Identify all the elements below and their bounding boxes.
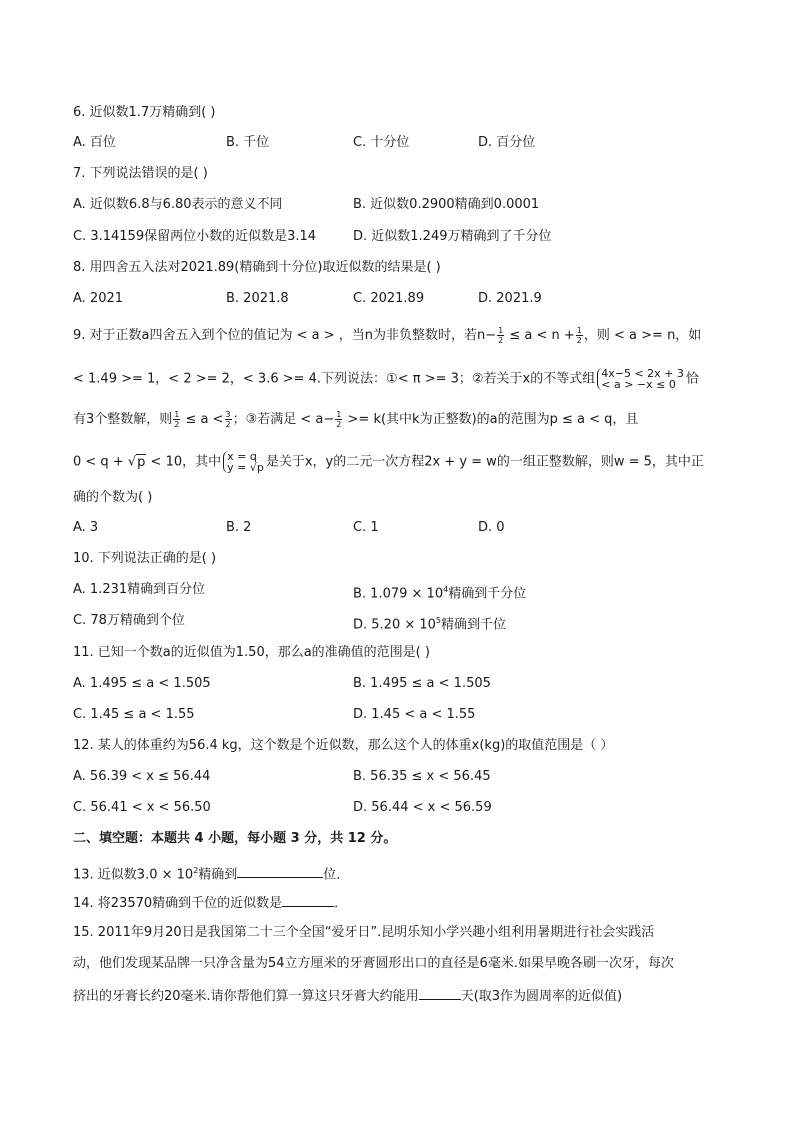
sqrt-symbol: √ <box>127 454 137 470</box>
answer-blank[interactable] <box>419 986 461 1000</box>
q7-stem: 7. 下列说法错误的是( ) <box>73 166 208 181</box>
q12-option-b: B. 56.35 ≤ x < 56.45 <box>353 769 491 784</box>
q9-text: ≤ a < <box>181 412 224 427</box>
q11-option-b: B. 1.495 ≤ a < 1.505 <box>353 676 491 691</box>
q7-option-a: A. 近似数6.8与6.80表示的意义不同 <box>73 197 283 212</box>
q7-option-d: D. 近似数1.249万精确到了千分位 <box>353 229 552 244</box>
q11-option-c: C. 1.45 ≤ a < 1.55 <box>73 707 195 722</box>
q9-option-c: C. 1 <box>353 520 379 535</box>
q8-option-d: D. 2021.9 <box>478 291 542 306</box>
q9-line-5: 确的个数为( ) <box>73 490 153 505</box>
q9-text: < 1.49 >= 1，< 2 >= 2，< 3.6 >= 4.下列说法：①< π >= 3；②若关于x的不等式组 <box>73 371 596 387</box>
q10-option-d: D. $5.20 \times 10^5$精确到千位 <box>353 616 507 633</box>
q11-option-d: D. 1.45 < a < 1.55 <box>353 707 476 722</box>
q14-stem: 14. 将23570精确到千位的近似数是 ． <box>73 893 347 913</box>
q9-line-4 <box>73 451 704 473</box>
q9-text: >= k(其中k为正整数)的a的范围为p ≤ a < q，且 <box>343 412 639 427</box>
equation-system: x = q y = √p <box>223 451 264 473</box>
q11-option-a: A. 1.495 ≤ a < 1.505 <box>73 676 211 691</box>
q12-stem: 12. 某人的体重约为56.4 kg，这个数是个近似数，那么这个人的体重x(kg)的取值范围是（ ） <box>73 738 614 753</box>
inequality-system: 4x−5 < 2x + 3 < a > −x ≤ 0 <box>597 368 684 390</box>
answer-blank[interactable] <box>282 893 334 907</box>
q10-option-c: C. 78万精确到个位 <box>73 613 185 628</box>
q9-text: 9. 对于正数a四舍五入到个位的值记为 < a > ，当n为非负整数时，若n− <box>73 328 497 343</box>
q6-option-b: B. 千位 <box>226 135 270 150</box>
q15-line-3: 挤出的牙膏长约20毫米.请你帮他们算一算这只牙膏大约能用 天(取3作为圆周率的近似值) <box>73 986 622 1006</box>
q9-text: 是关于x，y的二元一次方程2x + y = w的一组正整数解，则w = 5，其中正 <box>265 454 704 470</box>
q8-option-a: A. 2021 <box>73 291 124 306</box>
q15-line-1: 15. 2011年9月20日是我国第二十三个全国“爱牙日”.昆明乐知小学兴趣小组利用暑期进行社会实践活 <box>73 925 655 940</box>
q9-line-3 <box>73 410 638 429</box>
q9-text: < 10，其中 <box>146 454 222 470</box>
q6-stem: 6. 近似数1.7万精确到( ) <box>73 105 216 120</box>
q10-option-a: A. 1.231精确到百分位 <box>73 582 206 597</box>
q13-stem: 13. 近似数$3.0 \times 10^2$精确到 位． <box>73 866 350 883</box>
q6-option-c: C. 十分位 <box>353 135 410 150</box>
q9-text: ；③若满足 < a− <box>232 412 335 427</box>
q9-option-a: A. 3 <box>73 520 99 535</box>
answer-blank[interactable] <box>237 864 323 878</box>
q9-line-2 <box>73 368 699 390</box>
q7-option-b: B. 近似数0.2900精确到0.0001 <box>353 197 540 212</box>
q12-option-c: C. 56.41 < x < 56.50 <box>73 800 211 815</box>
q12-option-d: D. 56.44 < x < 56.59 <box>353 800 492 815</box>
q9-text: 恰 <box>685 371 699 387</box>
q9-option-d: D. 0 <box>478 520 505 535</box>
q11-stem: 11. 已知一个数a的近似值为1.50，那么a的准确值的范围是( ) <box>73 645 430 660</box>
q12-option-a: A. 56.39 < x ≤ 56.44 <box>73 769 211 784</box>
q8-option-b: B. 2021.8 <box>226 291 289 306</box>
q10-option-b: B. $1.079 \times 10^4$精确到千分位 <box>353 585 527 602</box>
q9-line-1 <box>73 326 701 345</box>
q9-text: 有3个整数解，则 <box>73 412 173 427</box>
fraction-one-half: $\frac{1}{2}$ <box>336 410 342 429</box>
q8-option-c: C. 2021.89 <box>353 291 425 306</box>
q10-stem: 10. 下列说法正确的是( ) <box>73 551 217 566</box>
fraction-one-half: $\frac{1}{2}$ <box>498 326 504 345</box>
q6-option-a: A. 百位 <box>73 135 116 150</box>
section-heading: 二、填空题：本题共 4 小题，每小题 3 分，共 12 分。 <box>73 831 397 846</box>
q7-option-c: C. 3.14159保留两位小数的近似数是3.14 <box>73 229 317 244</box>
sqrt-radicand: p <box>137 454 146 470</box>
q9-text: ，则 < a >= n，如 <box>583 328 702 343</box>
fraction-one-half: $\frac{1}{2}$ <box>174 410 180 429</box>
q9-option-b: B. 2 <box>226 520 252 535</box>
q9-text: ≤ a < n + <box>505 328 575 343</box>
fraction-three-halves: $\frac{3}{2}$ <box>225 410 231 429</box>
fraction-one-half: $\frac{1}{2}$ <box>576 326 582 345</box>
q6-option-d: D. 百分位 <box>478 135 536 150</box>
q8-stem: 8. 用四舍五入法对2021.89(精确到十分位)取近似数的结果是( ) <box>73 260 441 275</box>
q9-text: 0 < q + <box>73 454 128 470</box>
q15-line-2: 动，他们发现某品牌一只净含量为54立方厘米的牙膏圆形出口的直径是6毫米.如果早晚各刷一次牙，每次 <box>73 956 674 971</box>
